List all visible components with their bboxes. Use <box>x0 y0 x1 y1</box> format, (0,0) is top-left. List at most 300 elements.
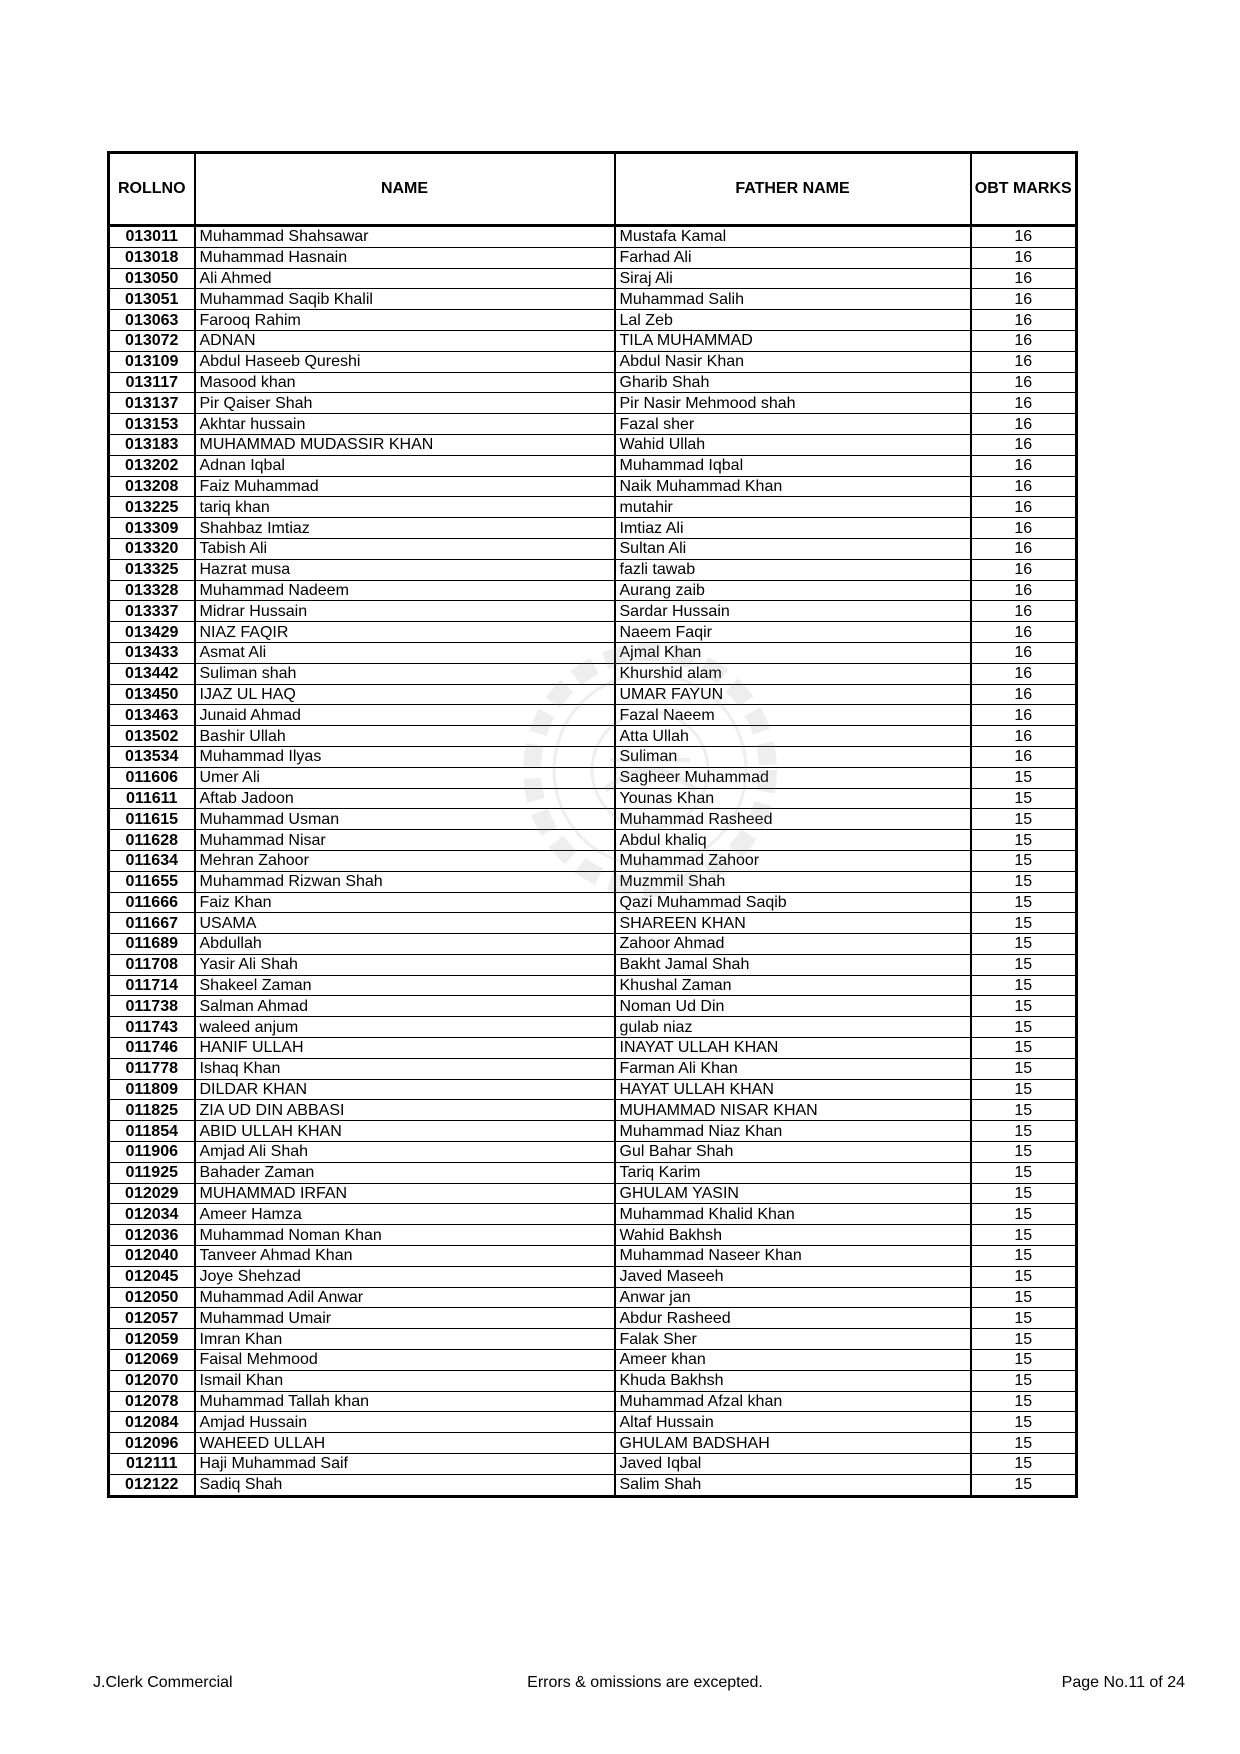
father-name-header: FATHER NAME <box>615 153 971 226</box>
table-row <box>109 1266 1077 1287</box>
table-row <box>109 1287 1077 1308</box>
rollno-cell: 012059 <box>109 1329 195 1350</box>
table-row <box>109 226 1077 248</box>
father-name-cell: Abdur Rasheed <box>615 1308 971 1329</box>
father-name-cell: HAYAT ULLAH KHAN <box>615 1079 971 1100</box>
name-cell: Faisal Mehmood <box>195 1350 615 1371</box>
father-name-cell: TILA MUHAMMAD <box>615 330 971 351</box>
father-name-cell: Suliman <box>615 746 971 767</box>
father-name-cell: Pir Nasir Mehmood shah <box>615 393 971 414</box>
name-cell: NIAZ FAQIR <box>195 622 615 643</box>
rollno-header: ROLLNO <box>109 153 195 226</box>
father-name-cell: Salim Shah <box>615 1474 971 1496</box>
table-row <box>109 1017 1077 1038</box>
name-cell: Pir Qaiser Shah <box>195 393 615 414</box>
father-name-cell: Muhammad Zahoor <box>615 850 971 871</box>
father-name-cell: Muhammad Niaz Khan <box>615 1121 971 1142</box>
footer-center-text: Errors & omissions are excepted. <box>527 1674 763 1691</box>
marks-cell: 15 <box>971 913 1077 934</box>
marks-cell: 16 <box>971 663 1077 684</box>
father-name-cell: GHULAM BADSHAH <box>615 1433 971 1454</box>
marks-cell: 15 <box>971 850 1077 871</box>
name-cell: Amjad Hussain <box>195 1412 615 1433</box>
father-name-cell: Atta Ullah <box>615 726 971 747</box>
footer-page-number: Page No.11 of 24 <box>1061 1674 1185 1691</box>
table-row <box>109 975 1077 996</box>
rollno-cell: 011628 <box>109 830 195 851</box>
marks-cell: 16 <box>971 601 1077 622</box>
name-cell: Muhammad Hasnain <box>195 247 615 268</box>
table-row <box>109 455 1077 476</box>
table-row <box>109 268 1077 289</box>
table-row <box>109 476 1077 497</box>
name-cell: Faiz Khan <box>195 892 615 913</box>
table-row <box>109 393 1077 414</box>
father-name-cell: Imtiaz Ali <box>615 518 971 539</box>
father-name-cell: Wahid Bakhsh <box>615 1225 971 1246</box>
rollno-cell: 013309 <box>109 518 195 539</box>
rollno-cell: 011667 <box>109 913 195 934</box>
marks-cell: 16 <box>971 268 1077 289</box>
rollno-cell: 011714 <box>109 975 195 996</box>
name-cell: IJAZ UL HAQ <box>195 684 615 705</box>
rollno-cell: 011746 <box>109 1038 195 1059</box>
rollno-cell: 013429 <box>109 622 195 643</box>
father-name-cell: Muzmmil Shah <box>615 871 971 892</box>
marks-cell: 15 <box>971 1121 1077 1142</box>
marks-cell: 16 <box>971 580 1077 601</box>
name-cell: USAMA <box>195 913 615 934</box>
rollno-cell: 013117 <box>109 372 195 393</box>
table-row <box>109 1100 1077 1121</box>
name-cell: Abdul Haseeb Qureshi <box>195 351 615 372</box>
father-name-cell: Muhammad Afzal khan <box>615 1391 971 1412</box>
father-name-cell: UMAR FAYUN <box>615 684 971 705</box>
father-name-cell: Muhammad Rasheed <box>615 809 971 830</box>
father-name-cell: Mustafa Kamal <box>615 226 971 248</box>
name-cell: Mehran Zahoor <box>195 850 615 871</box>
rollno-cell: 013183 <box>109 434 195 455</box>
father-name-cell: Siraj Ali <box>615 268 971 289</box>
name-cell: Ameer Hamza <box>195 1204 615 1225</box>
rollno-cell: 011906 <box>109 1142 195 1163</box>
rollno-cell: 011615 <box>109 809 195 830</box>
father-name-cell: Wahid Ullah <box>615 434 971 455</box>
name-cell: Joye Shehzad <box>195 1266 615 1287</box>
rollno-cell: 013328 <box>109 580 195 601</box>
marks-cell: 15 <box>971 1287 1077 1308</box>
rollno-cell: 013325 <box>109 559 195 580</box>
father-name-cell: Gharib Shah <box>615 372 971 393</box>
rollno-cell: 012045 <box>109 1266 195 1287</box>
rollno-cell: 011925 <box>109 1162 195 1183</box>
father-name-cell: SHAREEN KHAN <box>615 913 971 934</box>
table-row <box>109 1350 1077 1371</box>
marks-cell: 15 <box>971 1370 1077 1391</box>
name-cell: Haji Muhammad Saif <box>195 1454 615 1475</box>
name-cell: Bahader Zaman <box>195 1162 615 1183</box>
marks-cell: 15 <box>971 1162 1077 1183</box>
marks-cell: 16 <box>971 330 1077 351</box>
rollno-cell: 013463 <box>109 705 195 726</box>
rollno-cell: 013442 <box>109 663 195 684</box>
marks-cell: 15 <box>971 809 1077 830</box>
marks-cell: 15 <box>971 1183 1077 1204</box>
marks-cell: 16 <box>971 538 1077 559</box>
results-table <box>107 151 1078 1498</box>
marks-cell: 15 <box>971 1204 1077 1225</box>
marks-cell: 16 <box>971 497 1077 518</box>
name-cell: Muhammad Nisar <box>195 830 615 851</box>
name-cell: Shahbaz Imtiaz <box>195 518 615 539</box>
father-name-cell: Ameer khan <box>615 1350 971 1371</box>
name-cell: Amjad Ali Shah <box>195 1142 615 1163</box>
marks-cell: 16 <box>971 247 1077 268</box>
marks-cell: 15 <box>971 996 1077 1017</box>
rollno-cell: 011778 <box>109 1058 195 1079</box>
marks-cell: 15 <box>971 934 1077 955</box>
name-cell: Muhammad Umair <box>195 1308 615 1329</box>
table-row <box>109 934 1077 955</box>
name-cell: Muhammad Usman <box>195 809 615 830</box>
name-cell: ABID ULLAH KHAN <box>195 1121 615 1142</box>
marks-cell: 15 <box>971 830 1077 851</box>
rollno-cell: 012069 <box>109 1350 195 1371</box>
name-cell: ZIA UD DIN ABBASI <box>195 1100 615 1121</box>
father-name-cell: Altaf Hussain <box>615 1412 971 1433</box>
rollno-cell: 013137 <box>109 393 195 414</box>
marks-cell: 15 <box>971 892 1077 913</box>
rollno-cell: 012122 <box>109 1474 195 1496</box>
name-cell: MUHAMMAD MUDASSIR KHAN <box>195 434 615 455</box>
table-row <box>109 622 1077 643</box>
marks-cell: 15 <box>971 1391 1077 1412</box>
rollno-cell: 012111 <box>109 1454 195 1475</box>
rollno-cell: 012034 <box>109 1204 195 1225</box>
father-name-cell: Khushal Zaman <box>615 975 971 996</box>
rollno-cell: 011809 <box>109 1079 195 1100</box>
rollno-cell: 012050 <box>109 1287 195 1308</box>
marks-cell: 15 <box>971 1266 1077 1287</box>
rollno-cell: 011666 <box>109 892 195 913</box>
father-name-cell: Younas Khan <box>615 788 971 809</box>
rollno-cell: 012070 <box>109 1370 195 1391</box>
father-name-cell: fazli tawab <box>615 559 971 580</box>
father-name-cell: Ajmal Khan <box>615 642 971 663</box>
name-cell: waleed anjum <box>195 1017 615 1038</box>
marks-cell: 15 <box>971 1225 1077 1246</box>
marks-cell: 15 <box>971 1017 1077 1038</box>
name-cell: Sadiq Shah <box>195 1474 615 1496</box>
table-row <box>109 538 1077 559</box>
table-row <box>109 1474 1077 1496</box>
name-cell: Farooq Rahim <box>195 310 615 331</box>
rollno-cell: 013208 <box>109 476 195 497</box>
name-cell: Imran Khan <box>195 1329 615 1350</box>
table-row <box>109 726 1077 747</box>
table-row <box>109 1162 1077 1183</box>
rollno-cell: 013450 <box>109 684 195 705</box>
marks-cell: 15 <box>971 1329 1077 1350</box>
results-sheet <box>107 151 1075 1498</box>
name-cell: Ismail Khan <box>195 1370 615 1391</box>
name-cell: Asmat Ali <box>195 642 615 663</box>
table-row <box>109 351 1077 372</box>
rollno-cell: 011634 <box>109 850 195 871</box>
father-name-cell: Abdul Nasir Khan <box>615 351 971 372</box>
rollno-cell: 012040 <box>109 1246 195 1267</box>
name-cell: Suliman shah <box>195 663 615 684</box>
marks-cell: 15 <box>971 871 1077 892</box>
table-row <box>109 830 1077 851</box>
father-name-cell: Zahoor Ahmad <box>615 934 971 955</box>
table-row <box>109 1079 1077 1100</box>
table-row <box>109 559 1077 580</box>
father-name-cell: Abdul khaliq <box>615 830 971 851</box>
table-row <box>109 1391 1077 1412</box>
name-cell: Muhammad Nadeem <box>195 580 615 601</box>
name-cell: ADNAN <box>195 330 615 351</box>
rollno-cell: 013502 <box>109 726 195 747</box>
name-cell: Muhammad Tallah khan <box>195 1391 615 1412</box>
name-cell: Muhammad Shahsawar <box>195 226 615 248</box>
table-row <box>109 518 1077 539</box>
rollno-cell: 012029 <box>109 1183 195 1204</box>
table-row <box>109 1412 1077 1433</box>
name-cell: Muhammad Noman Khan <box>195 1225 615 1246</box>
name-cell: MUHAMMAD IRFAN <box>195 1183 615 1204</box>
marks-cell: 15 <box>971 1079 1077 1100</box>
table-row <box>109 1329 1077 1350</box>
name-cell: Faiz Muhammad <box>195 476 615 497</box>
rollno-cell: 012057 <box>109 1308 195 1329</box>
name-cell: Muhammad Saqib Khalil <box>195 289 615 310</box>
rollno-cell: 013320 <box>109 538 195 559</box>
name-cell: Adnan Iqbal <box>195 455 615 476</box>
footer-left-text: J.Clerk Commercial <box>93 1674 233 1691</box>
name-cell: Aftab Jadoon <box>195 788 615 809</box>
rollno-cell: 011689 <box>109 934 195 955</box>
name-cell: Shakeel Zaman <box>195 975 615 996</box>
table-row <box>109 1121 1077 1142</box>
rollno-cell: 013153 <box>109 414 195 435</box>
table-row <box>109 1142 1077 1163</box>
father-name-cell: Falak Sher <box>615 1329 971 1350</box>
father-name-cell: Javed Iqbal <box>615 1454 971 1475</box>
father-name-cell: gulab niaz <box>615 1017 971 1038</box>
marks-cell: 16 <box>971 476 1077 497</box>
marks-cell: 15 <box>971 954 1077 975</box>
table-row <box>109 247 1077 268</box>
name-cell: Bashir Ullah <box>195 726 615 747</box>
father-name-cell: Javed Maseeh <box>615 1266 971 1287</box>
father-name-cell: Fazal sher <box>615 414 971 435</box>
name-cell: Ishaq Khan <box>195 1058 615 1079</box>
name-cell: Junaid Ahmad <box>195 705 615 726</box>
rollno-cell: 011854 <box>109 1121 195 1142</box>
name-cell: Yasir Ali Shah <box>195 954 615 975</box>
marks-cell: 16 <box>971 684 1077 705</box>
table-row <box>109 330 1077 351</box>
rollno-cell: 013051 <box>109 289 195 310</box>
father-name-cell: Fazal Naeem <box>615 705 971 726</box>
rollno-cell: 011611 <box>109 788 195 809</box>
table-row <box>109 892 1077 913</box>
father-name-cell: Gul Bahar Shah <box>615 1142 971 1163</box>
name-header: NAME <box>195 153 615 226</box>
name-cell: Masood khan <box>195 372 615 393</box>
table-row <box>109 767 1077 788</box>
father-name-cell: mutahir <box>615 497 971 518</box>
rollno-cell: 013202 <box>109 455 195 476</box>
table-row <box>109 850 1077 871</box>
obt-marks-header: OBT MARKS <box>971 153 1077 226</box>
marks-cell: 15 <box>971 1142 1077 1163</box>
marks-cell: 16 <box>971 642 1077 663</box>
rollno-cell: 013063 <box>109 310 195 331</box>
rollno-cell: 013337 <box>109 601 195 622</box>
father-name-cell: Noman Ud Din <box>615 996 971 1017</box>
marks-cell: 16 <box>971 559 1077 580</box>
rollno-cell: 013109 <box>109 351 195 372</box>
marks-cell: 15 <box>971 975 1077 996</box>
rollno-cell: 012036 <box>109 1225 195 1246</box>
marks-cell: 15 <box>971 1038 1077 1059</box>
table-row <box>109 788 1077 809</box>
father-name-cell: Sardar Hussain <box>615 601 971 622</box>
father-name-cell: GHULAM YASIN <box>615 1183 971 1204</box>
marks-cell: 16 <box>971 726 1077 747</box>
rollno-cell: 013072 <box>109 330 195 351</box>
name-cell: Salman Ahmad <box>195 996 615 1017</box>
table-row <box>109 601 1077 622</box>
marks-cell: 16 <box>971 434 1077 455</box>
name-cell: HANIF ULLAH <box>195 1038 615 1059</box>
marks-cell: 15 <box>971 1308 1077 1329</box>
marks-cell: 16 <box>971 705 1077 726</box>
table-row <box>109 1370 1077 1391</box>
marks-cell: 15 <box>971 1412 1077 1433</box>
table-row <box>109 1038 1077 1059</box>
father-name-cell: Sagheer Muhammad <box>615 767 971 788</box>
rollno-cell: 013534 <box>109 746 195 767</box>
name-cell: Abdullah <box>195 934 615 955</box>
rollno-cell: 013050 <box>109 268 195 289</box>
table-row <box>109 746 1077 767</box>
marks-cell: 15 <box>971 788 1077 809</box>
father-name-cell: Muhammad Naseer Khan <box>615 1246 971 1267</box>
table-body <box>109 226 1077 1497</box>
name-cell: Tanveer Ahmad Khan <box>195 1246 615 1267</box>
rollno-cell: 013011 <box>109 226 195 248</box>
table-row <box>109 1058 1077 1079</box>
name-cell: WAHEED ULLAH <box>195 1433 615 1454</box>
table-row <box>109 642 1077 663</box>
name-cell: Hazrat musa <box>195 559 615 580</box>
table-row <box>109 1183 1077 1204</box>
father-name-cell: Muhammad Salih <box>615 289 971 310</box>
table-row <box>109 434 1077 455</box>
marks-cell: 16 <box>971 351 1077 372</box>
table-row <box>109 705 1077 726</box>
table-row <box>109 871 1077 892</box>
marks-cell: 15 <box>971 1246 1077 1267</box>
marks-cell: 15 <box>971 767 1077 788</box>
marks-cell: 15 <box>971 1433 1077 1454</box>
rollno-cell: 012096 <box>109 1433 195 1454</box>
marks-cell: 16 <box>971 455 1077 476</box>
father-name-cell: MUHAMMAD NISAR KHAN <box>615 1100 971 1121</box>
rollno-cell: 012078 <box>109 1391 195 1412</box>
rollno-cell: 013225 <box>109 497 195 518</box>
marks-cell: 16 <box>971 518 1077 539</box>
table-row <box>109 913 1077 934</box>
name-cell: Muhammad Adil Anwar <box>195 1287 615 1308</box>
father-name-cell: Anwar jan <box>615 1287 971 1308</box>
table-row <box>109 580 1077 601</box>
marks-cell: 16 <box>971 393 1077 414</box>
father-name-cell: Lal Zeb <box>615 310 971 331</box>
marks-cell: 16 <box>971 622 1077 643</box>
table-row <box>109 414 1077 435</box>
rollno-cell: 011606 <box>109 767 195 788</box>
table-row <box>109 1204 1077 1225</box>
table-row <box>109 310 1077 331</box>
table-row <box>109 1433 1077 1454</box>
rollno-cell: 011738 <box>109 996 195 1017</box>
table-row <box>109 372 1077 393</box>
name-cell: Midrar Hussain <box>195 601 615 622</box>
father-name-cell: Farhad Ali <box>615 247 971 268</box>
name-cell: tariq khan <box>195 497 615 518</box>
name-cell: Muhammad Rizwan Shah <box>195 871 615 892</box>
father-name-cell: Aurang zaib <box>615 580 971 601</box>
marks-cell: 15 <box>971 1474 1077 1496</box>
rollno-cell: 013018 <box>109 247 195 268</box>
marks-cell: 15 <box>971 1350 1077 1371</box>
table-row <box>109 809 1077 830</box>
marks-cell: 16 <box>971 746 1077 767</box>
father-name-cell: Muhammad Khalid Khan <box>615 1204 971 1225</box>
rollno-cell: 011655 <box>109 871 195 892</box>
marks-cell: 16 <box>971 414 1077 435</box>
father-name-cell: Khurshid alam <box>615 663 971 684</box>
father-name-cell: Khuda Bakhsh <box>615 1370 971 1391</box>
rollno-cell: 012084 <box>109 1412 195 1433</box>
father-name-cell: Sultan Ali <box>615 538 971 559</box>
father-name-cell: Bakht Jamal Shah <box>615 954 971 975</box>
rollno-cell: 013433 <box>109 642 195 663</box>
marks-cell: 15 <box>971 1100 1077 1121</box>
header-row <box>109 153 1077 226</box>
name-cell: DILDAR KHAN <box>195 1079 615 1100</box>
table-row <box>109 289 1077 310</box>
father-name-cell: INAYAT ULLAH KHAN <box>615 1038 971 1059</box>
table-row <box>109 1225 1077 1246</box>
father-name-cell: Qazi Muhammad Saqib <box>615 892 971 913</box>
marks-cell: 15 <box>971 1454 1077 1475</box>
table-row <box>109 1454 1077 1475</box>
table-row <box>109 1308 1077 1329</box>
table-row <box>109 996 1077 1017</box>
name-cell: Akhtar hussain <box>195 414 615 435</box>
father-name-cell: Naeem Faqir <box>615 622 971 643</box>
rollno-cell: 011708 <box>109 954 195 975</box>
marks-cell: 16 <box>971 372 1077 393</box>
marks-cell: 16 <box>971 289 1077 310</box>
table-row <box>109 684 1077 705</box>
father-name-cell: Farman Ali Khan <box>615 1058 971 1079</box>
